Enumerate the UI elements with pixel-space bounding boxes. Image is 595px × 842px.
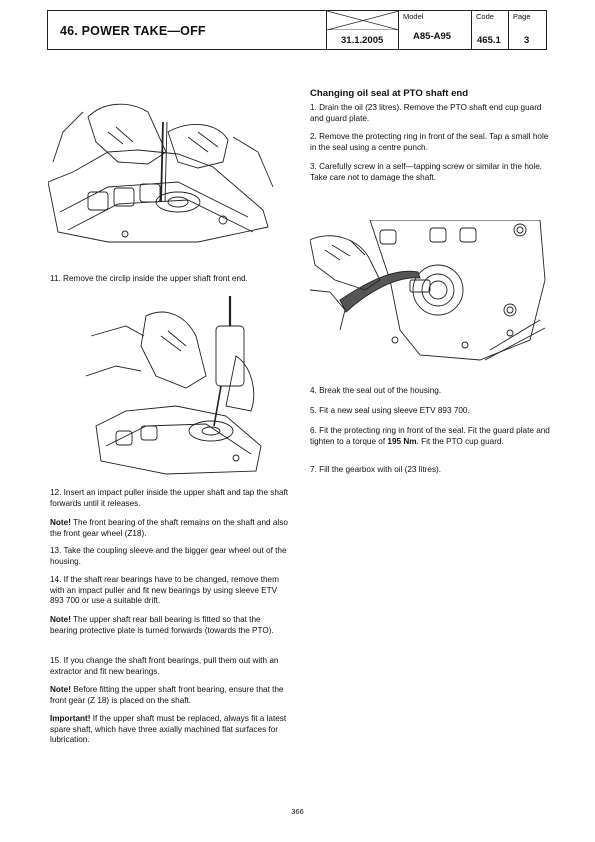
model-label: Model [403,12,424,21]
step-11: 11. Remove the circlip inside the upper shaft front end. [50,274,248,283]
code-value: 465.1 [477,35,501,46]
important-label: Important! [50,714,91,723]
crossed-box-icon [327,11,399,30]
note-3-text: Before fitting the upper shaft front bearing, ensure that the front gear (Z 18) is placed on the shaft. [50,685,284,705]
seal-removal-illustration [310,220,550,370]
page-label: Page [513,12,531,21]
date-cell [326,11,398,49]
note-1-text: The front bearing of the shaft remains on the shaft and also the front gear wheel (Z18). [50,518,288,538]
page-cell [508,11,548,49]
step-3: 3. Carefully screw in a self—tapping screw or similar in the hole. Take care not to damage the shaft. [310,162,543,182]
step-4: 4. Break the seal out of the housing. [310,386,442,395]
step-6-text-a: 6. Fit the protecting ring in front of the seal. Fit the guard plate and tighten to a torque of [310,426,550,446]
note-2-text: The upper shaft rear ball bearing is fitted so that the bearing protective plate is turned forwards (towards the PTO). [50,615,274,635]
code-cell [471,11,508,49]
circlip-removal-illustration [48,92,278,252]
model-cell [398,11,471,49]
section-title: 46. POWER TAKE—OFF [60,24,206,38]
step-12: 12. Insert an impact puller inside the upper shaft and tap the shaft forwards until it releases. [50,488,289,508]
page-value: 3 [524,35,530,46]
date-value: 31.1.2005 [341,35,384,46]
section-heading: Changing oil seal at PTO shaft end [310,88,469,99]
impact-puller-illustration [86,296,266,476]
step-13: 13. Take the coupling sleeve and the bigger gear wheel out of the housing. [50,546,287,566]
step-5: 5. Fit a new seal using sleeve ETV 893 700. [310,406,470,415]
important-text: If the upper shaft must be replaced, always fit a latest spare shaft, which have three axially machined flat surfaces for lubrication. [50,714,287,745]
page-number: 366 [291,807,304,816]
note-3-label: Note! [50,685,71,694]
document-header [47,10,547,50]
note-3 [50,685,290,706]
step-1: 1. Drain the oil (23 litres). Remove the PTO shaft end cup guard and guard plate. [310,103,542,123]
step-15: 15. If you change the shaft front bearings, pull them out with an extractor and fit new bearings. [50,656,279,676]
note-2-label: Note! [50,615,71,624]
step-6 [310,426,550,447]
model-value: A85-A95 [413,31,452,42]
step-7: 7. Fill the gearbox with oil (23 litres). [310,465,442,474]
step-6-text-b: . Fit the PTO cup guard. [416,436,504,446]
note-1 [50,518,290,539]
step-14: 14. If the shaft rear bearings have to be changed, remove them with an impact puller and fit new bearings by using sleeve ETV 893 700 or use a suitable drift. [50,575,279,606]
code-label: Code [476,12,494,21]
important-note [50,714,290,746]
note-1-label: Note! [50,518,71,527]
note-2 [50,615,290,636]
torque-value: 195 Nm [387,436,417,446]
step-2: 2. Remove the protecting ring in front of the seal. Tap a small hole in the seal using a centre punch. [310,132,549,152]
